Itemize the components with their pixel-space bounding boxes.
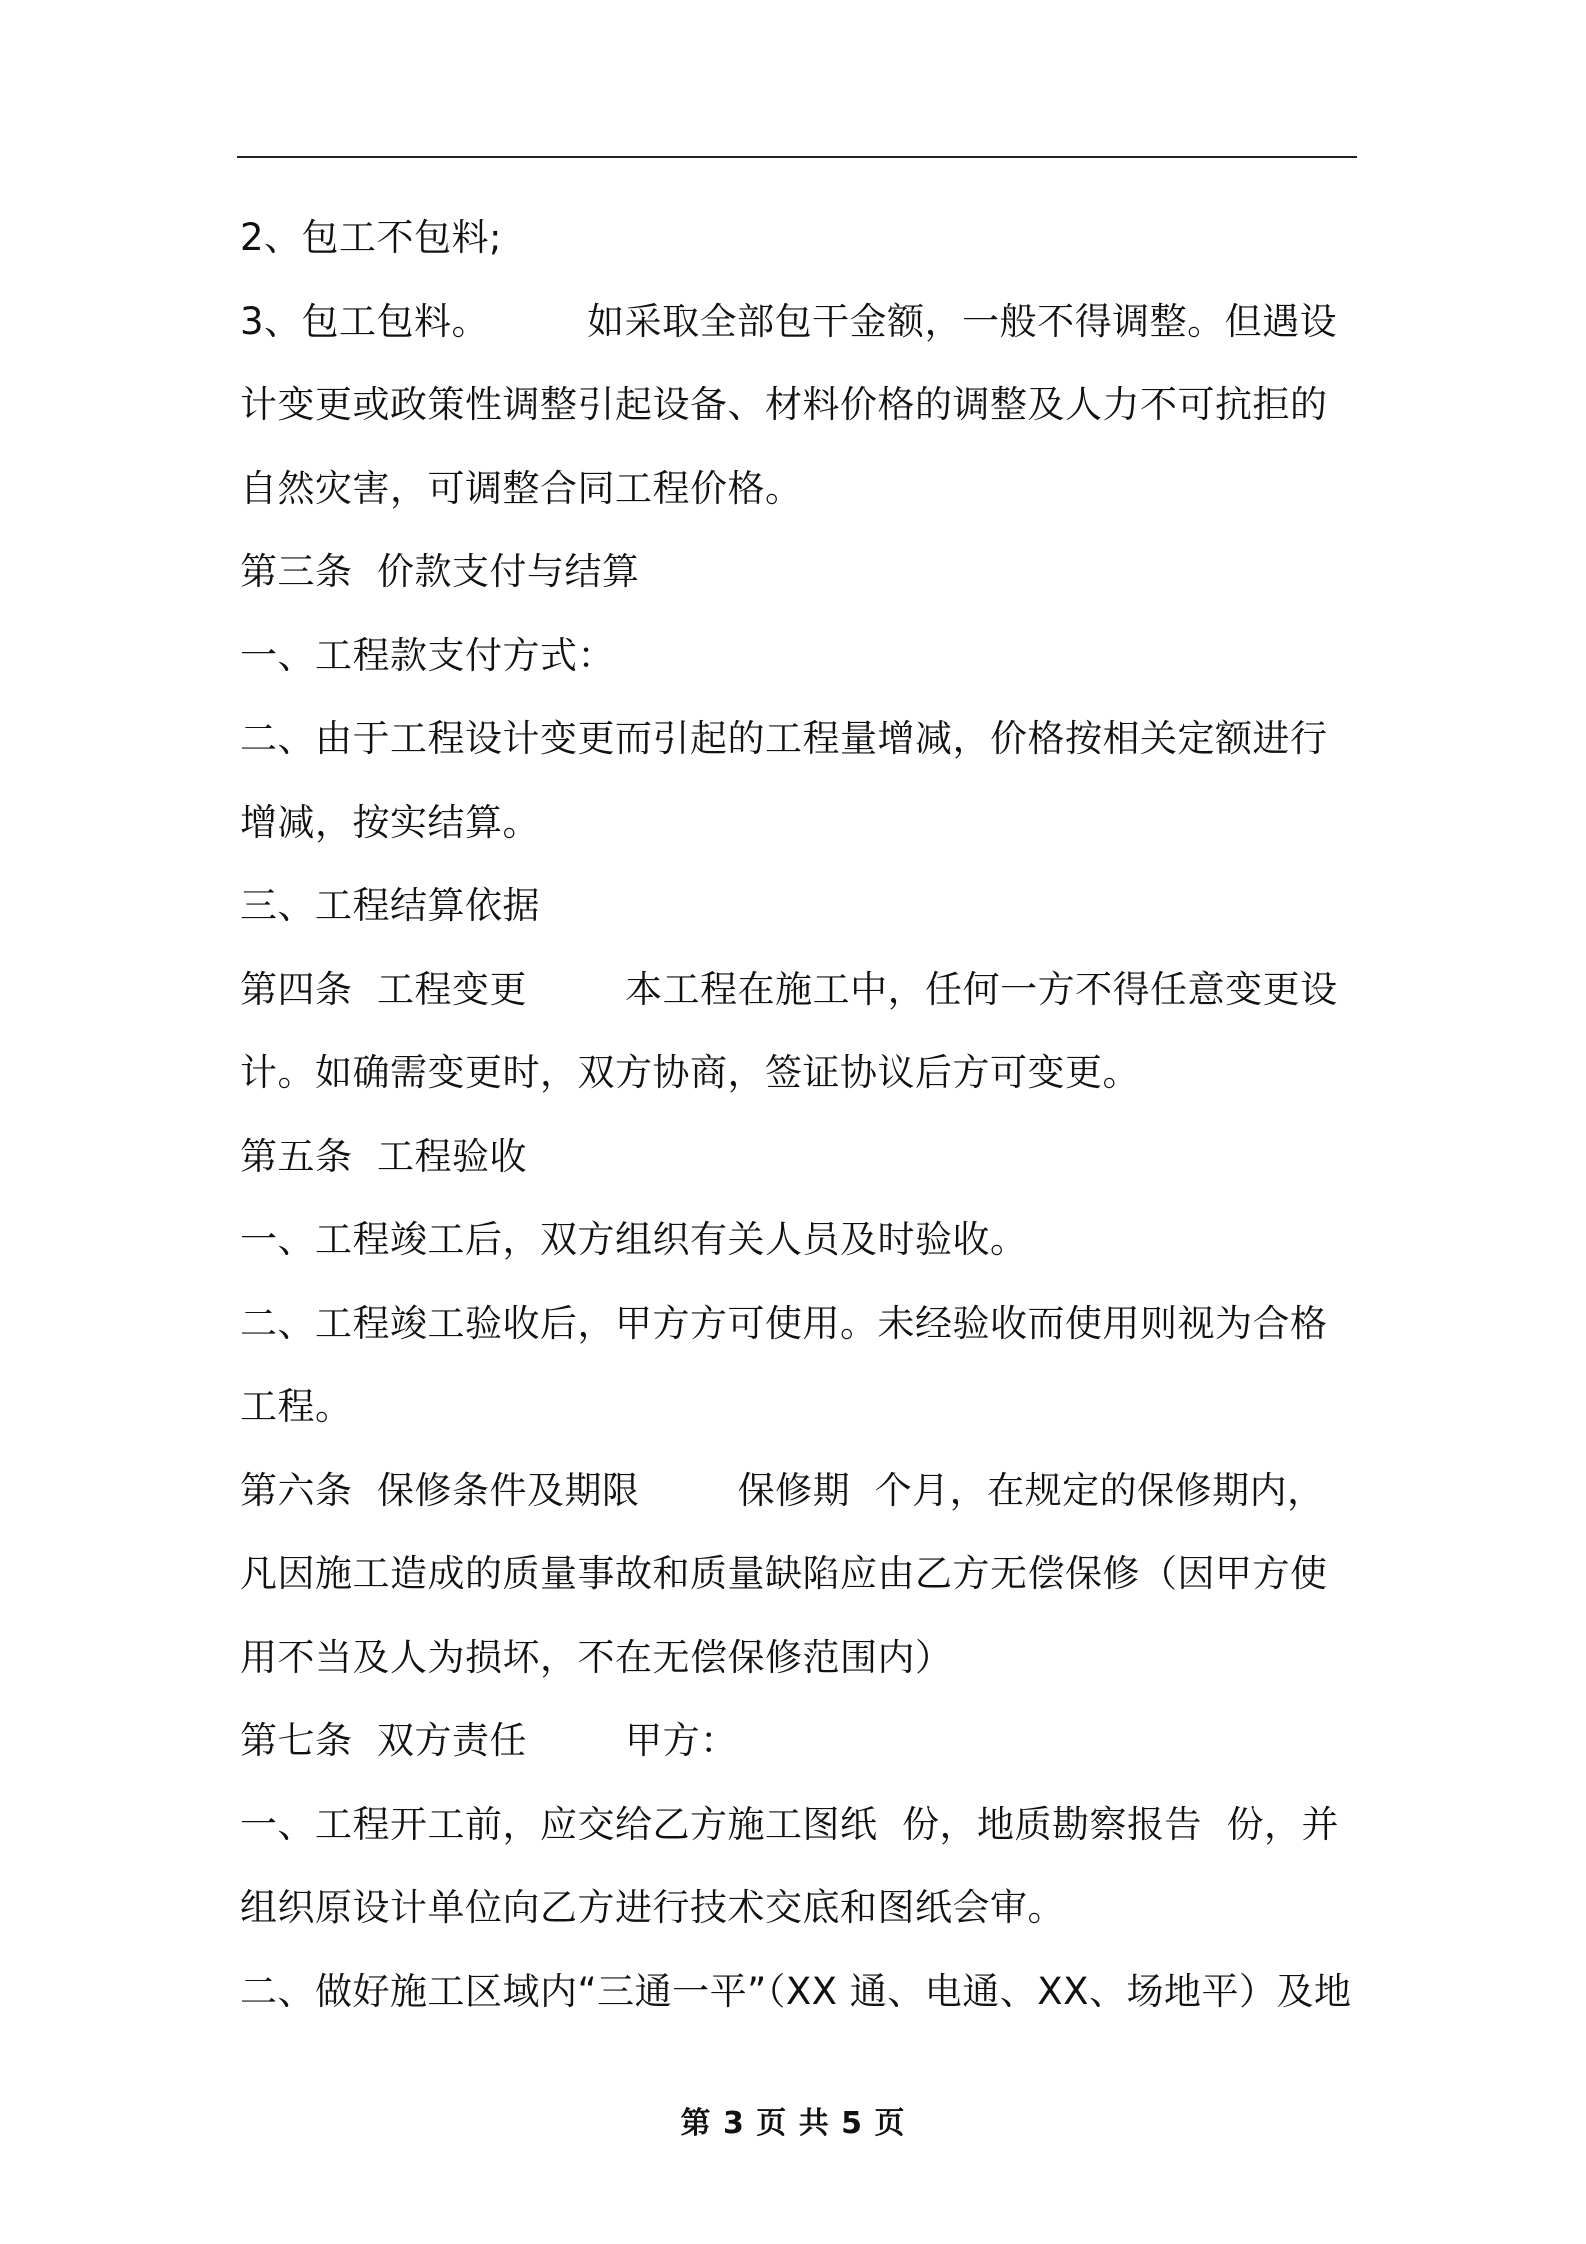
header-rule (237, 156, 1357, 158)
paragraph: 二、做好施工区域内“三通一平”（XX 通、电通、XX、场地平）及地 (240, 1969, 1352, 2013)
section-heading: 第七条 双方责任 甲方： (240, 1719, 738, 1762)
paragraph: 一、工程竣工后，双方组织有关人员及时验收。 (240, 1218, 1028, 1261)
paragraph: 一、工程开工前，应交给乙方施工图纸 份，地质勘察报告 份，并组织原设计单位向乙方进行技术交底和图纸会审。 (240, 1802, 1340, 1929)
paragraph: 2、包工不包料; (240, 216, 503, 259)
paragraph: 三、工程结算依据 (240, 884, 540, 927)
section-heading: 第六条 保修条件及期限 保修期 个月，在规定的保修期内，凡因施工造成的质量事故和质量缺陷应由乙方无偿保修（因甲方使用不当及人为损坏，不在无偿保修范围内） (240, 1468, 1328, 1679)
section-heading: 第五条 工程验收 (240, 1134, 528, 1178)
section-heading: 第四条 工程变更 本工程在施工中，任何一方不得任意变更设计。如确需变更时，双方协商，签证协议后方可变更。 (240, 967, 1338, 1094)
page-number: 第 3 页 共 5 页 (680, 2106, 906, 2141)
section-heading: 第三条 价款支付与结算 (240, 550, 640, 593)
paragraph: 二、由于工程设计变更而引起的工程量增减，价格按相关定额进行增减，按实结算。 (240, 717, 1328, 844)
paragraph: 二、工程竣工验收后，甲方方可使用。未经验收而使用则视为合格工程。 (240, 1301, 1328, 1428)
paragraph: 3、包工包料。 如采取全部包干金额，一般不得调整。但遇设计变更或政策性调整引起设备、材料价格的调整及人力不可抗拒的自然灾害，可调整合同工程价格。 (240, 299, 1338, 510)
paragraph: 一、工程款支付方式： (240, 633, 615, 677)
document-body (240, 196, 1358, 2033)
